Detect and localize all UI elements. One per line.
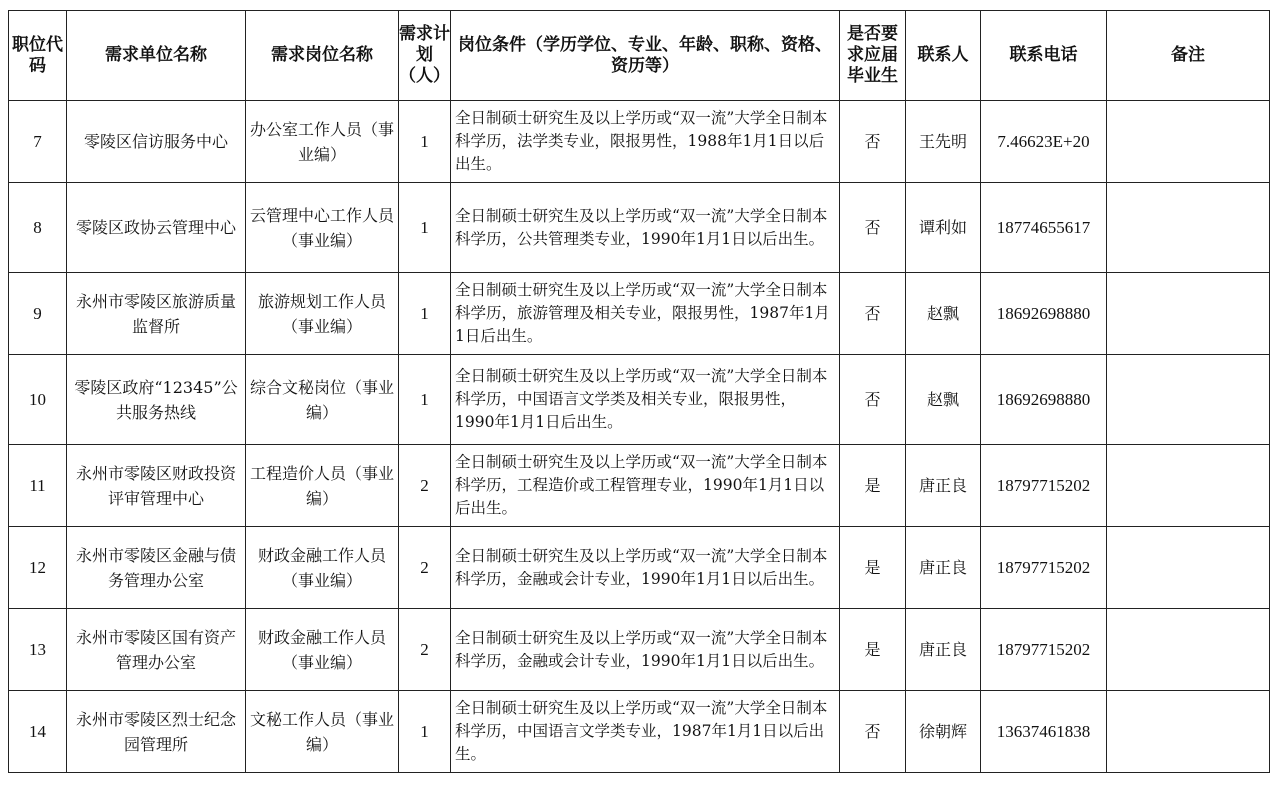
cell-plan: 2: [399, 527, 451, 609]
header-remarks: 备注: [1107, 11, 1270, 101]
cell-unit: 永州市零陵区国有资产管理办公室: [67, 609, 246, 691]
cell-remarks: [1107, 101, 1270, 183]
cell-phone: 18797715202: [981, 527, 1107, 609]
cell-plan: 2: [399, 609, 451, 691]
cell-conditions: 全日制硕士研究生及以上学历或“双一流”大学全日制本科学历，中国语言文学类专业，1987年1月1日以后出生。: [451, 691, 840, 773]
cell-phone: 18774655617: [981, 183, 1107, 273]
table-row: [9, 101, 1270, 183]
cell-remarks: [1107, 609, 1270, 691]
cell-conditions: 全日制硕士研究生及以上学历或“双一流”大学全日制本科学历，公共管理类专业，1990年1月1日以后出生。: [451, 183, 840, 273]
cell-post: 财政金融工作人员（事业编）: [246, 609, 399, 691]
cell-post: 云管理中心工作人员（事业编）: [246, 183, 399, 273]
cell-unit: 零陵区政协云管理中心: [67, 183, 246, 273]
cell-conditions: 全日制硕士研究生及以上学历或“双一流”大学全日制本科学历，金融或会计专业，1990年1月1日以后出生。: [451, 609, 840, 691]
cell-phone: 18692698880: [981, 273, 1107, 355]
cell-phone: 18692698880: [981, 355, 1107, 445]
cell-plan: 2: [399, 445, 451, 527]
cell-plan: 1: [399, 273, 451, 355]
header-post: 需求岗位名称: [246, 11, 399, 101]
cell-conditions: 全日制硕士研究生及以上学历或“双一流”大学全日制本科学历，中国语言文学类及相关专业，限报男性，1990年1月1日后出生。: [451, 355, 840, 445]
cell-code: 9: [9, 273, 67, 355]
cell-graduate: 否: [840, 355, 906, 445]
cell-code: 11: [9, 445, 67, 527]
header-contact: 联系人: [906, 11, 981, 101]
cell-contact: 唐正良: [906, 609, 981, 691]
cell-plan: 1: [399, 183, 451, 273]
header-unit: 需求单位名称: [67, 11, 246, 101]
cell-graduate: 是: [840, 609, 906, 691]
cell-post: 财政金融工作人员（事业编）: [246, 527, 399, 609]
cell-remarks: [1107, 527, 1270, 609]
cell-post: 综合文秘岗位（事业编）: [246, 355, 399, 445]
cell-unit: 永州市零陵区财政投资评审管理中心: [67, 445, 246, 527]
cell-contact: 谭利如: [906, 183, 981, 273]
cell-code: 10: [9, 355, 67, 445]
cell-unit: 永州市零陵区烈士纪念园管理所: [67, 691, 246, 773]
header-code: 职位代码: [9, 11, 67, 101]
cell-post: 工程造价人员（事业编）: [246, 445, 399, 527]
cell-post: 旅游规划工作人员（事业编）: [246, 273, 399, 355]
cell-post: 文秘工作人员（事业编）: [246, 691, 399, 773]
header-phone: 联系电话: [981, 11, 1107, 101]
cell-code: 7: [9, 101, 67, 183]
cell-remarks: [1107, 183, 1270, 273]
cell-contact: 王先明: [906, 101, 981, 183]
cell-phone: 18797715202: [981, 609, 1107, 691]
header-plan: 需求计划（人）: [399, 11, 451, 101]
cell-phone: 13637461838: [981, 691, 1107, 773]
cell-code: 13: [9, 609, 67, 691]
cell-contact: 唐正良: [906, 527, 981, 609]
cell-graduate: 是: [840, 445, 906, 527]
cell-unit: 零陵区政府“12345”公共服务热线: [67, 355, 246, 445]
cell-plan: 1: [399, 101, 451, 183]
cell-graduate: 否: [840, 183, 906, 273]
table-row: [9, 691, 1270, 773]
cell-contact: 徐朝辉: [906, 691, 981, 773]
table-row: [9, 355, 1270, 445]
cell-phone: 7.46623E+20: [981, 101, 1107, 183]
cell-contact: 唐正良: [906, 445, 981, 527]
cell-conditions: 全日制硕士研究生及以上学历或“双一流”大学全日制本科学历，法学类专业，限报男性，1988年1月1日以后出生。: [451, 101, 840, 183]
cell-graduate: 否: [840, 273, 906, 355]
header-conditions: 岗位条件（学历学位、专业、年龄、职称、资格、资历等）: [451, 11, 840, 101]
table-row: [9, 273, 1270, 355]
cell-contact: 赵飘: [906, 273, 981, 355]
cell-remarks: [1107, 273, 1270, 355]
header-row: [9, 11, 1270, 101]
table-row: [9, 609, 1270, 691]
cell-unit: 零陵区信访服务中心: [67, 101, 246, 183]
cell-remarks: [1107, 445, 1270, 527]
cell-conditions: 全日制硕士研究生及以上学历或“双一流”大学全日制本科学历，金融或会计专业，1990年1月1日以后出生。: [451, 527, 840, 609]
cell-remarks: [1107, 355, 1270, 445]
cell-unit: 永州市零陵区金融与债务管理办公室: [67, 527, 246, 609]
cell-plan: 1: [399, 355, 451, 445]
cell-phone: 18797715202: [981, 445, 1107, 527]
cell-code: 14: [9, 691, 67, 773]
cell-graduate: 是: [840, 527, 906, 609]
cell-unit: 永州市零陵区旅游质量监督所: [67, 273, 246, 355]
cell-conditions: 全日制硕士研究生及以上学历或“双一流”大学全日制本科学历，工程造价或工程管理专业，1990年1月1日以后出生。: [451, 445, 840, 527]
cell-plan: 1: [399, 691, 451, 773]
cell-remarks: [1107, 691, 1270, 773]
table-row: [9, 183, 1270, 273]
cell-code: 8: [9, 183, 67, 273]
recruitment-table: [8, 10, 1270, 773]
cell-code: 12: [9, 527, 67, 609]
table-row: [9, 527, 1270, 609]
cell-post: 办公室工作人员（事业编）: [246, 101, 399, 183]
cell-graduate: 否: [840, 101, 906, 183]
cell-conditions: 全日制硕士研究生及以上学历或“双一流”大学全日制本科学历，旅游管理及相关专业，限报男性，1987年1月1日后出生。: [451, 273, 840, 355]
cell-contact: 赵飘: [906, 355, 981, 445]
table-row: [9, 445, 1270, 527]
header-graduate: 是否要求应届毕业生: [840, 11, 906, 101]
cell-graduate: 否: [840, 691, 906, 773]
